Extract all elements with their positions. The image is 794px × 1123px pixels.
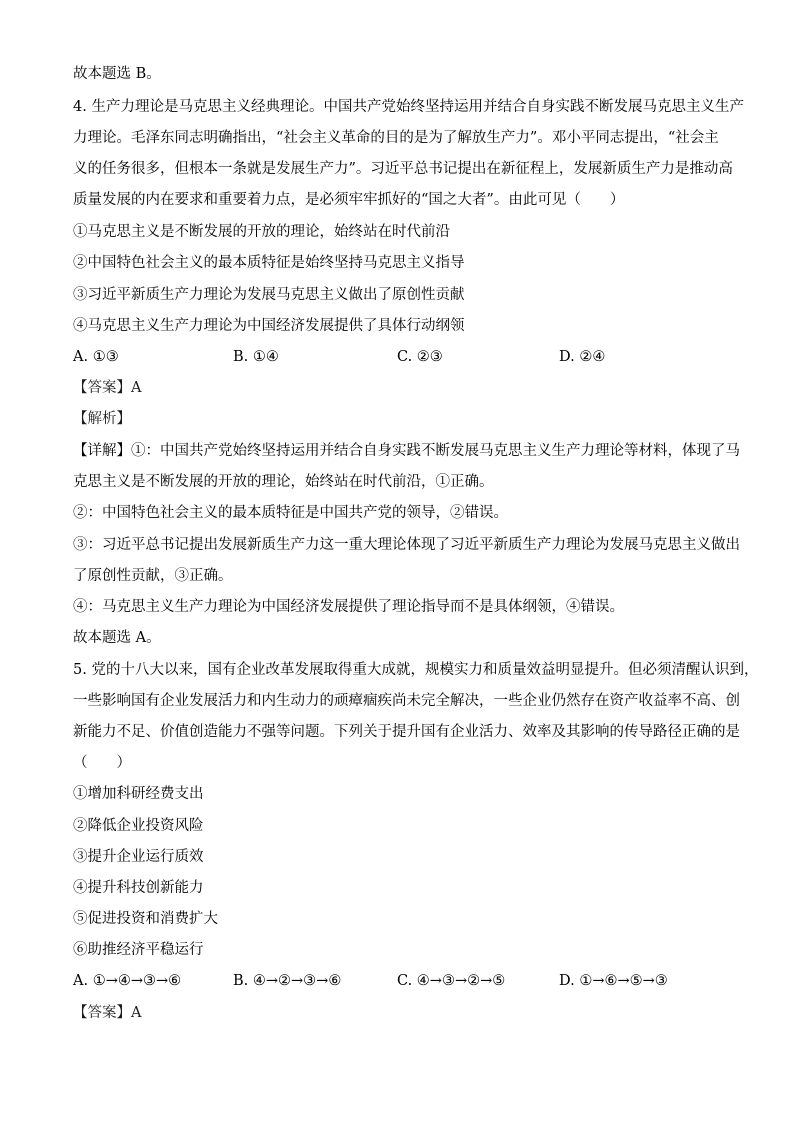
q5-option-b: B. ④→②→③→⑥ (233, 973, 342, 989)
q5-option-c: C. ④→③→②→⑤ (397, 973, 506, 989)
q4-statement: ④马克思主义生产力理论为中国经济发展提供了具体行动纲领 (73, 318, 465, 334)
q4-option-b: B. ①④ (233, 349, 279, 365)
q4-analysis-label: 【解析】 (73, 411, 131, 427)
q4-option-d: D. ②④ (559, 349, 606, 365)
q5-stem-line: 5. 党的十八大以来，国有企业改革发展取得重大成就，规模实力和质量效益明显提升。但必须清醒认识到， (73, 662, 759, 678)
q4-option-c: C. ②③ (397, 349, 443, 365)
q5-statement: ⑥助推经济平稳运行 (73, 942, 204, 958)
q4-stem-line: 质量发展的内在要求和重要着力点，是必须牢牢抓好的“国之大者”。由此可见（ ） (73, 192, 625, 208)
q4-detail-line: 了原创性贡献，③正确。 (73, 568, 233, 584)
q4-detail-line: ③：习近平总书记提出发展新质生产力这一重大理论体现了习近平新质生产力理论为发展马克思主义做出 (73, 537, 740, 553)
q5-stem-line: （ ） (73, 755, 131, 771)
q5-statement: ③提升企业运行质效 (73, 849, 204, 865)
q5-statement: ①增加科研经费支出 (73, 786, 204, 802)
q4-detail-line: ④：马克思主义生产力理论为中国经济发展提供了理论指导而不是具体纲领，④错误。 (73, 599, 624, 615)
q5-stem-line: 新能力不足、价值创造能力不强等问题。下列关于提升国有企业活力、效率及其影响的传导路径正确的是 (73, 724, 740, 740)
q4-statement: ②中国特色社会主义的最本质特征是始终坚持马克思主义指导 (73, 255, 465, 271)
q4-answer: 【答案】A (73, 380, 142, 396)
q5-statement: ②降低企业投资风险 (73, 818, 204, 834)
q4-conclusion: 故本题选 A。 (73, 630, 161, 646)
q5-answer: 【答案】A (73, 1005, 142, 1021)
q4-detail-line: 【详解】①：中国共产党始终坚持运用并结合自身实践不断发展马克思主义生产力理论等材料，体现了马 (73, 443, 740, 459)
q4-stem-line: 4. 生产力理论是马克思主义经典理论。中国共产党始终坚持运用并结合自身实践不断发展马克思主义生产 (73, 99, 744, 115)
q4-stem-line: 义的任务很多，但根本一条就是发展生产力”。习近平总书记提出在新征程上，发展新质生产力是推动高 (73, 161, 733, 177)
q4-stem-line: 力理论。毛泽东同志明确指出，“社会主义革命的目的是为了解放生产力”。邓小平同志提出，“社会主 (73, 130, 719, 146)
q5-statement: ④提升科技创新能力 (73, 880, 204, 896)
q5-stem-line: 一些影响国有企业发展活力和内生动力的顽瘴痼疾尚未完全解决，一些企业仍然存在资产收益率不高、创 (73, 693, 740, 709)
q4-detail-line: ②：中国特色社会主义的最本质特征是中国共产党的领导，②错误。 (73, 505, 508, 521)
q4-statement: ①马克思主义是不断发展的开放的理论，始终站在时代前沿 (73, 224, 450, 240)
q5-statement: ⑤促进投资和消费扩大 (73, 911, 218, 927)
q5-option-a: A. ①→④→③→⑥ (73, 973, 182, 989)
prev-conclusion: 故本题选 B。 (73, 66, 161, 82)
q4-detail-line: 克思主义是不断发展的开放的理论，始终站在时代前沿，①正确。 (73, 474, 494, 490)
q4-option-a: A. ①③ (73, 349, 119, 365)
q5-option-d: D. ①→⑥→⑤→③ (559, 973, 668, 989)
q4-statement: ③习近平新质生产力理论为发展马克思主义做出了原创性贡献 (73, 287, 465, 303)
